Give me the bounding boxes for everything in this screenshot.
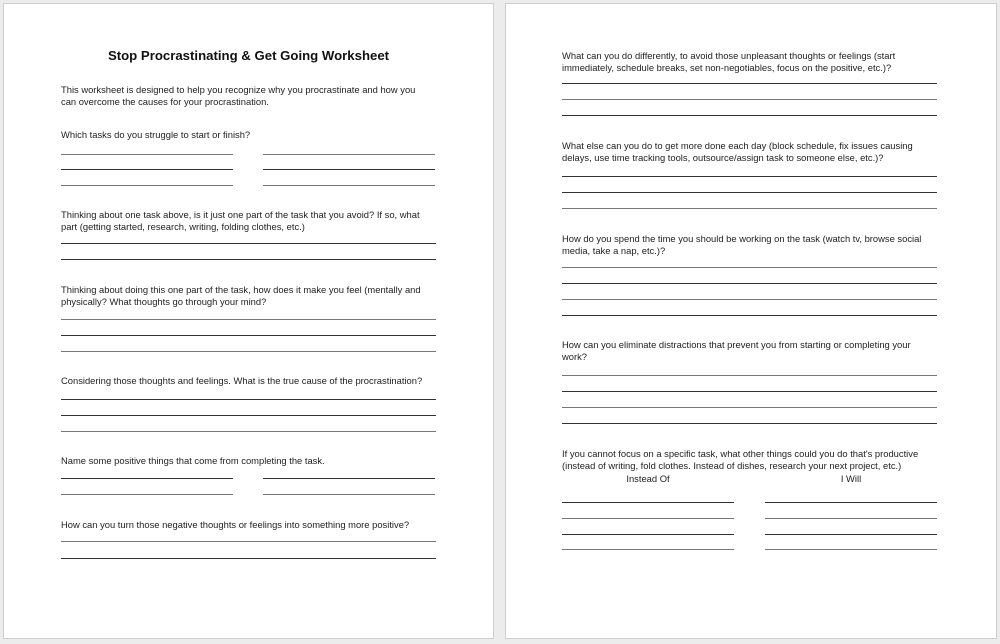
question-1: Which tasks do you struggle to start or finish? <box>61 129 251 140</box>
answer-line[interactable] <box>61 154 233 155</box>
answer-line[interactable] <box>562 176 937 177</box>
question-10: How can you eliminate distractions that prevent you from starting or completing your work? <box>562 339 911 362</box>
answer-line[interactable] <box>562 115 937 116</box>
answer-line[interactable] <box>562 83 937 84</box>
column-header-instead-of: Instead Of <box>626 473 670 484</box>
i-will-line[interactable] <box>765 549 937 550</box>
answer-line[interactable] <box>263 478 435 479</box>
answer-line[interactable] <box>562 391 937 392</box>
question-2: Thinking about one task above, is it just one part of the task that you avoid? If so, what part (getting started, research, writing, folding clothes, etc.) <box>61 209 420 232</box>
answer-line[interactable] <box>61 541 436 542</box>
question-4: Considering those thoughts and feelings. What is the true cause of the procrastination? <box>61 375 423 386</box>
i-will-line[interactable] <box>765 518 937 519</box>
answer-line[interactable] <box>61 243 436 244</box>
answer-line[interactable] <box>562 283 937 284</box>
answer-line[interactable] <box>61 558 436 559</box>
answer-line[interactable] <box>263 169 435 170</box>
worksheet-title: Stop Procrastinating & Get Going Worksheet <box>107 48 390 63</box>
answer-line[interactable] <box>263 494 435 495</box>
answer-line[interactable] <box>61 431 436 432</box>
worksheet-page-1 <box>3 3 494 639</box>
answer-line[interactable] <box>562 99 937 100</box>
answer-line[interactable] <box>61 494 233 495</box>
answer-line[interactable] <box>61 415 436 416</box>
i-will-line[interactable] <box>765 534 937 535</box>
answer-line[interactable] <box>61 185 233 186</box>
answer-line[interactable] <box>562 267 937 268</box>
answer-line[interactable] <box>61 319 436 320</box>
question-7: What can you do differently, to avoid those unpleasant thoughts or feelings (start immediately, schedule breaks, set non-negotiables, focus on the positive, etc.)? <box>562 50 896 73</box>
answer-line[interactable] <box>562 375 937 376</box>
question-5: Name some positive things that come from completing the task. <box>61 455 325 466</box>
answer-line[interactable] <box>562 299 937 300</box>
instead-of-line[interactable] <box>562 549 734 550</box>
answer-line[interactable] <box>61 335 436 336</box>
answer-line[interactable] <box>562 407 937 408</box>
answer-line[interactable] <box>61 478 233 479</box>
i-will-line[interactable] <box>765 502 937 503</box>
column-header-i-will: I Will <box>840 473 862 484</box>
answer-line[interactable] <box>263 185 435 186</box>
question-8: What else can you do to get more done each day (block schedule, fix issues causing delays, use time tracking tools, outsource/assign task to someone else, etc.)? <box>562 140 913 163</box>
answer-line[interactable] <box>562 208 937 209</box>
question-11: If you cannot focus on a specific task, what other things could you do that's productive (instead of writing, fold clothes. Instead of dishes, research your next project, etc.) <box>562 448 919 471</box>
question-6: How can you turn those negative thoughts or feelings into something more positive? <box>61 519 410 530</box>
answer-line[interactable] <box>562 315 937 316</box>
instead-of-line[interactable] <box>562 518 734 519</box>
answer-line[interactable] <box>61 169 233 170</box>
answer-line[interactable] <box>61 399 436 400</box>
intro-text: This worksheet is designed to help you recognize why you procrastinate and how you can overcome the causes for your procrastination. <box>61 84 416 107</box>
answer-line[interactable] <box>562 423 937 424</box>
instead-of-line[interactable] <box>562 534 734 535</box>
answer-line[interactable] <box>61 259 436 260</box>
question-3: Thinking about doing this one part of the task, how does it make you feel (mentally and physically? What thoughts go through your mind? <box>61 284 421 307</box>
answer-line[interactable] <box>562 192 937 193</box>
answer-line[interactable] <box>263 154 435 155</box>
answer-line[interactable] <box>61 351 436 352</box>
worksheet-page-2 <box>505 3 997 639</box>
question-9: How do you spend the time you should be working on the task (watch tv, browse social media, take a nap, etc.)? <box>562 233 922 256</box>
instead-of-line[interactable] <box>562 502 734 503</box>
